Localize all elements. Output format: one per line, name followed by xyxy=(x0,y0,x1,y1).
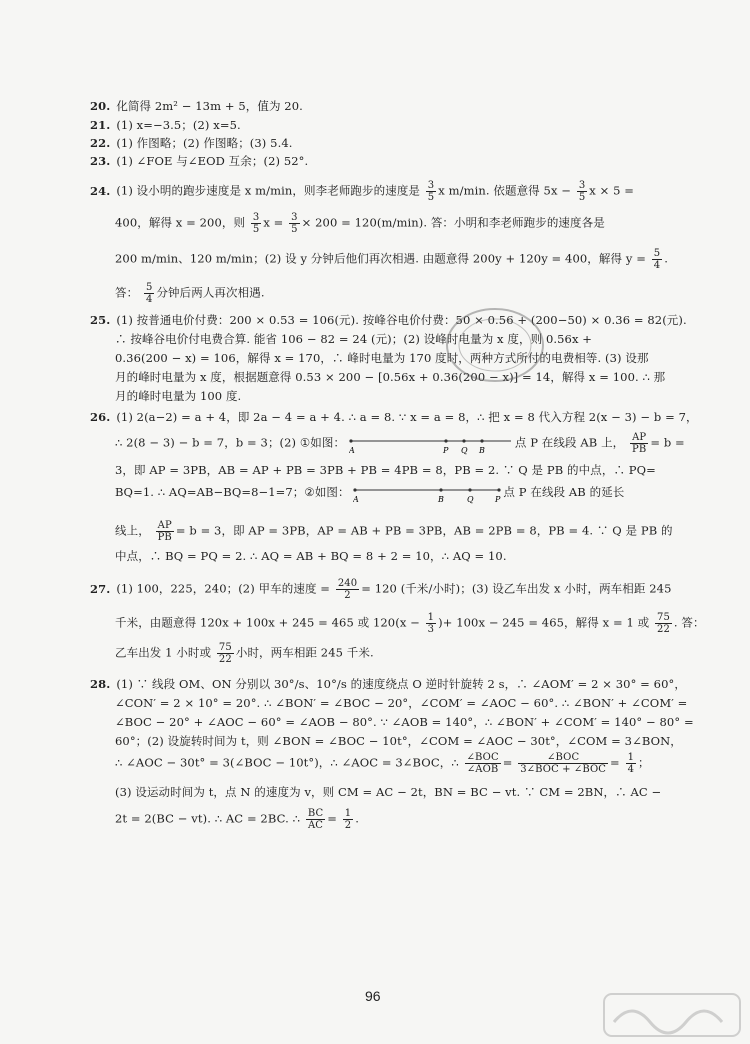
denominator: 4 xyxy=(145,294,153,305)
denominator: 5 xyxy=(427,192,435,203)
text-segment: (1) 100，225，240；(2) 甲车的速度 = xyxy=(116,581,331,596)
point-label: Q xyxy=(467,495,475,504)
text-segment: 乙车出发 1 小时或 xyxy=(115,645,212,660)
text-segment: 千米，由题意得 120x + 100x + 245 = 465 或 120 xyxy=(115,615,396,630)
item-25-line-5 xyxy=(115,388,241,404)
fraction xyxy=(518,752,608,775)
item-number: 20. xyxy=(90,99,111,113)
numerator: 1 xyxy=(344,808,352,819)
denominator: 22 xyxy=(218,654,232,665)
text-segment: 3，即 AP = 3PB，AB = AP + PB = 3PB + PB = 4PB = 8，PB = 2. ∵ Q 是 PB 的中点，∴ PQ= xyxy=(115,463,656,477)
text-segment: 线上， xyxy=(115,523,150,538)
denominator: 3∠BOC + ∠BOC xyxy=(520,764,607,775)
text-segment: 点 P 在线段 AB 的延长 xyxy=(503,485,625,499)
text-segment: = 120 (千米/小时)；(3) 设乙车出发 x 小时，两车相距 245 xyxy=(361,581,672,596)
item-28-line-4 xyxy=(115,733,682,749)
text-segment: (1) 按普通电价付费：200 × 0.53 = 106(元). 按峰谷电价付费：50 × 0.56 + (200−50) × 0.36 = 82(元). xyxy=(116,313,687,327)
text-segment: x = xyxy=(263,215,284,230)
item-26-line-2 xyxy=(115,432,685,455)
numerator: ∠BOC xyxy=(518,752,608,764)
point-label: B xyxy=(438,495,445,504)
fraction xyxy=(251,212,261,235)
text-segment: = xyxy=(327,811,337,826)
numerator: ∠BOC xyxy=(466,752,499,763)
fraction xyxy=(289,212,299,235)
item-number: 21. xyxy=(90,118,111,132)
item-25-line-1 xyxy=(90,312,687,328)
text-segment: (1) 2(a−2) = a + 4，即 2a − 4 = a + 4. ∴ a = 8. ∵ x = a = 8，∴ 把 x = 8 代入方程 2(x − 3) − b = 7， xyxy=(116,410,698,424)
page-number: 96 xyxy=(365,988,381,1004)
item-26-line-6 xyxy=(115,548,507,564)
item-27-line-3 xyxy=(115,642,374,665)
denominator: 5 xyxy=(291,224,298,235)
denominator: 5 xyxy=(252,224,260,235)
text-segment: . 答： xyxy=(673,615,705,630)
item-22 xyxy=(90,135,293,151)
denominator: 4 xyxy=(627,764,635,775)
text-segment: x × 5 = xyxy=(589,183,635,198)
point-label: P xyxy=(442,445,449,455)
item-number: 22. xyxy=(90,136,111,150)
text-segment: 答： xyxy=(115,285,139,300)
fraction xyxy=(652,248,662,271)
item-26-line-5 xyxy=(115,520,673,543)
item-21 xyxy=(90,117,241,133)
item-number: 24. xyxy=(90,183,111,198)
text-segment: = b = 3，即 AP = 3PB，AP = AB + PB = 3PB，AB = 2PB = 8，PB = 4. ∵ Q 是 PB 的 xyxy=(175,523,673,538)
item-23 xyxy=(90,153,308,169)
point-label: P xyxy=(495,495,501,504)
item-20 xyxy=(90,98,303,114)
denominator: 2 xyxy=(344,820,352,831)
text-segment: 中点，∴ BQ = PQ = 2. ∴ AQ = AB + BQ = 8 + 2 = 10，∴ AQ = 10. xyxy=(115,549,507,563)
text-segment: + 100x − 245 = 465，解得 x = 1 或 xyxy=(442,615,650,630)
text-segment: = b = xyxy=(650,435,685,450)
text-segment: ∴ ∠AOC − 30t° = 3(∠BOC − 10t°)，∴ ∠AOC = 3∠BOC，∴ xyxy=(115,755,459,770)
numerator: BC xyxy=(307,808,324,819)
text-segment: 0.36(200 − x) = 106，解得 x = 170，∴ 峰时电量为 170 度时，两种方式所付的电费相等. (3) 设那 xyxy=(115,351,649,365)
point-label: Q xyxy=(460,445,468,455)
text-segment: 月的峰时电量为 x 度，根据题意得 0.53 × 200 − [0.56x + 0.36(200 − x)] = 14，解得 x = 100. ∴ 那 xyxy=(115,370,666,384)
text-segment: 200 m/min、120 m/min；(2) 设 y 分钟后他们再次相遇. 由题意得 200y + 120y = 400，解得 y = xyxy=(115,251,646,266)
item-27-line-1 xyxy=(90,578,672,601)
text-segment: (3) 设运动时间为 t，点 N 的速度为 v，则 CM = AC − 2t，BN = BC − vt. ∵ CM = 2BN，∴ AC − xyxy=(115,785,662,799)
fraction xyxy=(465,752,501,775)
text-segment: (1) ∵ 线段 OM、ON 分别以 30°/s、10°/s 的速度绕点 O 逆时针旋转 2 s，∴ ∠AOM′ = 2 × 30° = 60°， xyxy=(116,677,686,691)
text-segment: = xyxy=(502,755,513,770)
fraction xyxy=(655,612,672,635)
denominator: AC xyxy=(307,820,324,831)
text-segment: 分钟后两人再次相遇. xyxy=(156,285,265,300)
numerator: 240 xyxy=(337,578,358,589)
denominator: 3 xyxy=(427,624,435,635)
segment-diagram-1 xyxy=(349,435,515,453)
denominator: 2 xyxy=(344,590,351,601)
item-25-line-3 xyxy=(115,350,649,366)
fraction xyxy=(630,432,648,455)
numerator: 75 xyxy=(218,642,232,653)
item-number: 28. xyxy=(90,677,111,691)
item-24-line-2 xyxy=(115,212,605,235)
item-text: (1) ∠FOE 与∠EOD 互余；(2) 52°. xyxy=(116,154,309,168)
text-segment: 400，解得 x = 200，则 xyxy=(115,215,246,230)
item-28-line-5: ∴ ∠AOC − 30t° = 3(∠BOC − 10t°)，∴ ∠AOC = 3∠BOC，∴ $\frac{\text{∠BOC}}{\text{∠AOB}}$ = $\frac{\text{∠BOC}}{\text{3∠BOC + ∠BOC}}$ = $\frac{1}{4}$ ； xyxy=(115,752,650,775)
item-26-line-4 xyxy=(115,484,624,502)
denominator: PB xyxy=(157,532,172,543)
numerator: 3 xyxy=(578,180,586,191)
item-28-line-2 xyxy=(115,695,687,711)
item-text: (1) x=−3.5；(2) x=5. xyxy=(116,118,241,132)
fraction xyxy=(144,282,154,305)
fraction xyxy=(343,808,353,831)
text-segment: ∠CON′ = 2 × 10° = 20°. ∴ ∠BON′ = ∠BOC − 20°，∠COM′ = ∠AOC − 60°. ∴ ∠BON′ + ∠COM′ = xyxy=(115,696,688,710)
fraction xyxy=(217,642,234,665)
denominator: 22 xyxy=(656,624,670,635)
item-28-line-3 xyxy=(115,714,694,730)
item-text: 化简得 2m² − 13m + 5，值为 20. xyxy=(116,99,303,113)
item-27-line-2: 千米，由题意得 120x + 100x + 245 = 465 或 120(x − $\frac{1}{3}$ )+ 100x − 245 = 465，解得 x = 1 或 $\frac{75}{22}$ . 答： xyxy=(115,612,705,635)
text-segment: (1) 设小明的跑步速度是 x m/min，则李老师跑步的速度是 xyxy=(116,183,421,198)
numerator: AP xyxy=(156,520,174,532)
numerator: 1 xyxy=(427,612,435,623)
denominator: 4 xyxy=(653,260,661,271)
text-segment: 月的峰时电量为 100 度. xyxy=(115,389,242,403)
fraction xyxy=(306,808,325,831)
item-28-line-6 xyxy=(115,784,661,800)
text-segment: 点 P 在线段 AB 上， xyxy=(514,435,625,450)
item-28-line-7: 2t = 2(BC − vt). ∴ AC = 2BC. ∴ $\frac{BC}{AC}$ = $\frac{1}{2}$ . xyxy=(115,808,359,831)
text-segment: ∴ 按峰谷电价付电费合算. 能省 106 − 82 = 24 (元)；(2) 设峰时电量为 x 度，则 0.56x + xyxy=(115,332,593,346)
item-24-line-4 xyxy=(115,282,265,305)
item-number: 26. xyxy=(90,410,111,424)
text-segment: x m/min. 依题意得 5x − xyxy=(438,183,572,198)
watermark-logo xyxy=(602,992,742,1038)
fraction xyxy=(626,752,636,775)
item-28-line-1 xyxy=(90,676,686,692)
numerator: 5 xyxy=(653,248,661,259)
fraction xyxy=(336,578,359,601)
denominator: PB xyxy=(632,444,647,455)
numerator: 5 xyxy=(145,282,153,293)
fraction xyxy=(156,520,174,543)
item-24-line-3: 200 m/min、120 m/min；(2) 设 y 分钟后他们再次相遇. 由题意得 200y + 120y = 400，解得 y = $\frac{5}{4}$ . xyxy=(115,248,668,271)
fraction xyxy=(577,180,587,203)
text-segment: (x − xyxy=(395,615,420,630)
text-segment: × 200 = 120(m/min). 答：小明和李老师跑步的速度各是 xyxy=(301,215,605,230)
denominator: 5 xyxy=(578,192,586,203)
point-label: A xyxy=(353,495,360,504)
item-26-line-3 xyxy=(115,462,656,478)
text-segment: 2t = 2(BC − vt). ∴ AC = 2BC. ∴ xyxy=(115,811,301,826)
numerator: 75 xyxy=(656,612,670,623)
text-segment: 60°；(2) 设旋转时间为 t，则 ∠BON = ∠BOC − 10t°，∠COM = ∠AOC − 30t°，∠COM = 3∠BON， xyxy=(115,734,682,748)
text-segment: BQ=1. ∴ AQ=AB−BQ=8−1=7；②如图： xyxy=(115,485,350,499)
numerator: 3 xyxy=(252,212,260,223)
item-number: 25. xyxy=(90,313,111,327)
fraction xyxy=(426,180,436,203)
numerator: 1 xyxy=(627,752,635,763)
denominator: ∠AOB xyxy=(466,764,499,775)
text-segment: ∠BOC − 20° + ∠AOC − 60° = ∠AOB − 80°. ∵ ∠AOB = 140°，∴ ∠BON′ + ∠COM′ = 140° − 80° = xyxy=(115,715,694,729)
item-number: 27. xyxy=(90,581,111,596)
stamp-mark xyxy=(440,300,550,390)
text-segment: 小时，两车相距 245 千米. xyxy=(235,645,374,660)
item-24-line-1 xyxy=(90,180,634,203)
item-number: 23. xyxy=(90,154,111,168)
text-segment: = xyxy=(610,755,620,770)
point-label: A xyxy=(348,445,355,455)
item-26-line-1 xyxy=(90,409,698,425)
item-25-line-4 xyxy=(115,369,665,385)
text-segment: ∴ 2(8 − 3) − b = 7，b = 3；(2) ①如图： xyxy=(115,435,346,450)
item-text: (1) 作图略；(2) 作图略；(3) 5.4. xyxy=(116,136,293,150)
fraction xyxy=(426,612,436,635)
segment-diagram-2 xyxy=(353,484,503,502)
numerator: 3 xyxy=(291,212,298,223)
point-label: B xyxy=(478,445,485,455)
numerator: AP xyxy=(630,432,648,444)
numerator: 3 xyxy=(427,180,435,191)
